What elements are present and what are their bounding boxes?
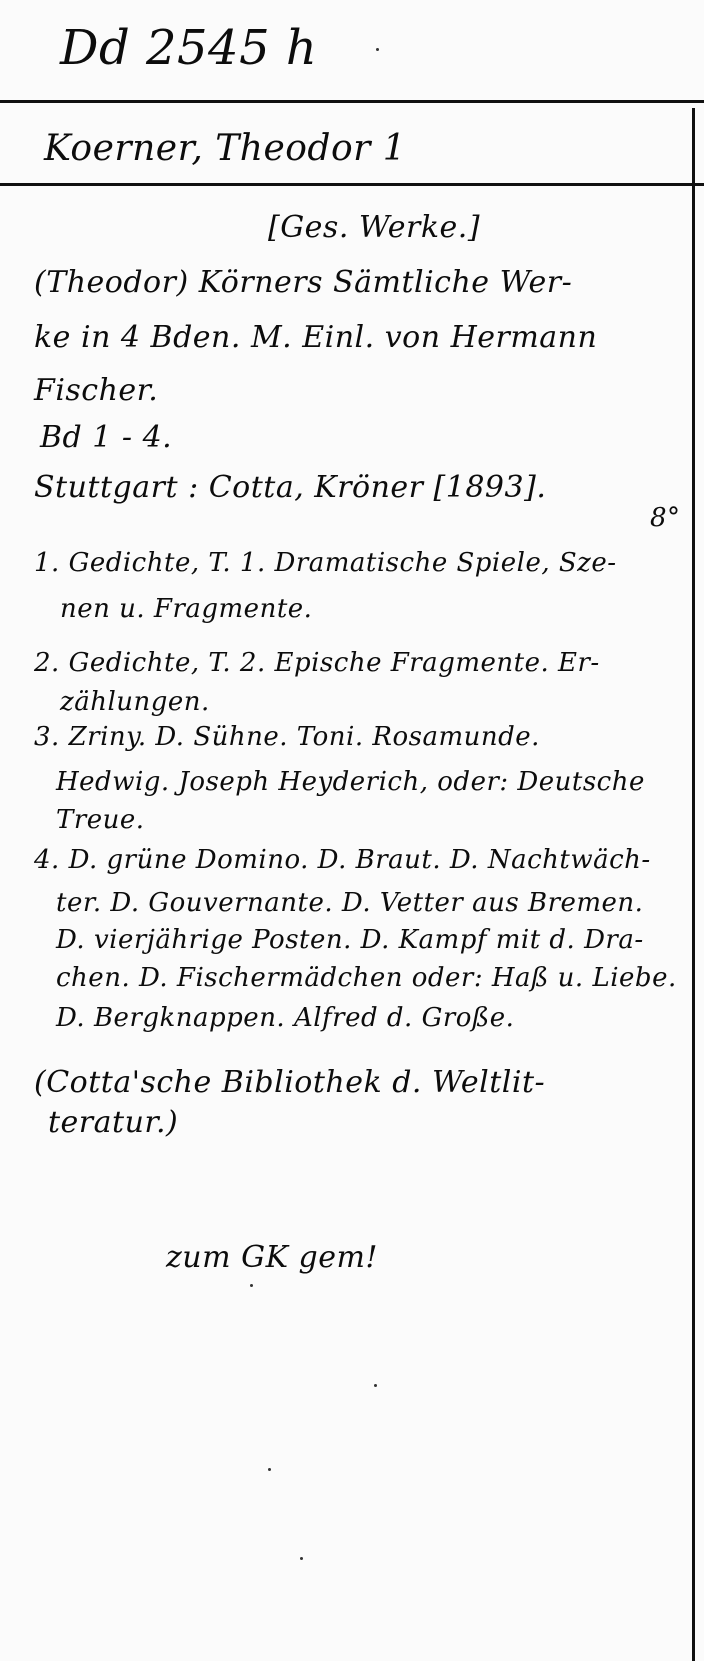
body-line: Bd 1 - 4. xyxy=(40,420,173,455)
speck xyxy=(374,1384,377,1387)
body-line: D. Bergknappen. Alfred d. Große. xyxy=(56,1003,515,1033)
body-line: Treue. xyxy=(56,805,145,835)
speck xyxy=(268,1468,271,1471)
body-line: (Cotta'sche Bibliothek d. Weltlit- xyxy=(34,1065,546,1100)
body-line: nen u. Fragmente. xyxy=(60,594,313,624)
body-line: chen. D. Fischermädchen oder: Haß u. Liebe. xyxy=(56,963,677,993)
body-line: 3. Zriny. D. Sühne. Toni. Rosamunde. xyxy=(34,722,540,752)
body-line: Fischer. xyxy=(34,373,159,408)
body-line: Hedwig. Joseph Heyderich, oder: Deutsche xyxy=(56,767,645,797)
body-line: 4. D. grüne Domino. D. Braut. D. Nachtwäch- xyxy=(34,845,651,875)
body-line: (Theodor) Körners Sämtliche Wer- xyxy=(34,265,573,300)
uniform-title: [Ges. Werke.] xyxy=(268,210,481,245)
body-line: ter. D. Gouvernante. D. Vetter aus Bremen. xyxy=(56,888,644,918)
shelfmark: Dd 2545 h xyxy=(60,20,318,76)
right-margin-rule xyxy=(692,108,695,1661)
body-line: D. vierjährige Posten. D. Kampf mit d. Dra- xyxy=(56,925,644,955)
speck xyxy=(250,1284,253,1287)
body-line: 1. Gedichte, T. 1. Dramatische Spiele, Sze- xyxy=(34,548,617,578)
body-line: zählungen. xyxy=(60,687,210,717)
body-line: teratur.) xyxy=(48,1105,179,1140)
header-rule-bottom xyxy=(0,183,704,186)
speck xyxy=(376,48,379,51)
body-line: Stuttgart : Cotta, Kröner [1893]. xyxy=(34,470,547,505)
header-rule-top xyxy=(0,100,704,103)
author-heading: Koerner, Theodor 1 xyxy=(44,128,407,169)
cataloger-note: zum GK gem! xyxy=(166,1240,378,1275)
body-line: 8° xyxy=(650,503,681,533)
speck xyxy=(300,1557,303,1560)
body-line: 2. Gedichte, T. 2. Epische Fragmente. Er- xyxy=(34,648,600,678)
body-line: ke in 4 Bden. M. Einl. von Hermann xyxy=(34,320,598,355)
